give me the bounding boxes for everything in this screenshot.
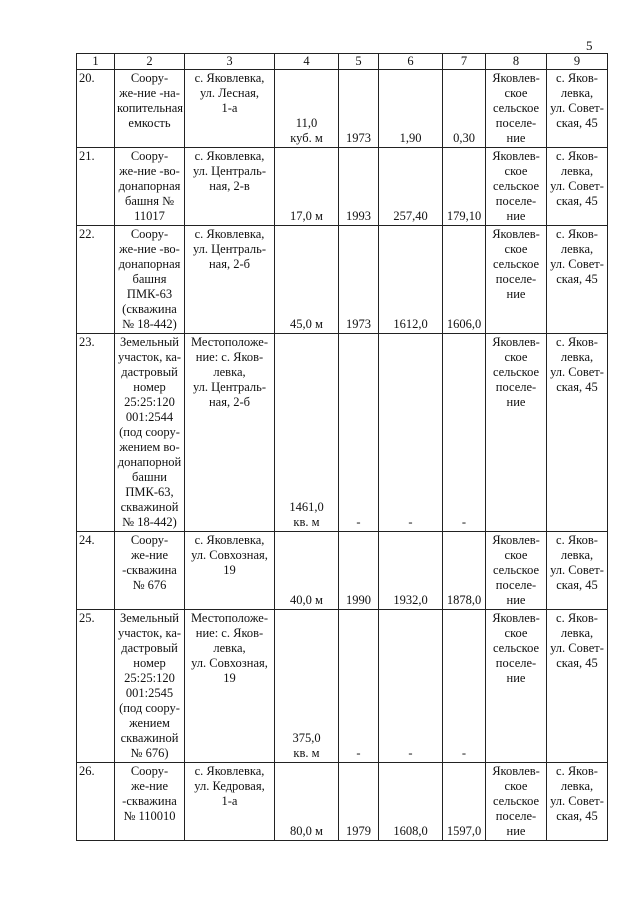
holder-cell [486,148,547,226]
table-body [77,54,608,841]
holder-address-cell [547,610,608,763]
holder-text: Яковлев- ское сельское поселе- ние [492,149,540,223]
object-size-text: 40,0 м [290,593,323,607]
table-row [77,70,608,148]
residual-value-cell [443,226,486,334]
holder-address-text: с. Яков- левка, ул. Совет- ская, 45 [550,149,604,208]
cost-cell [379,763,443,841]
object-name-cell [115,226,185,334]
year-cell [339,334,379,532]
residual-value-text: 0,30 [453,131,475,145]
table-row [77,763,608,841]
residual-value-cell [443,334,486,532]
row-number-cell [77,763,115,841]
object-size-cell [275,334,339,532]
object-size-text: 17,0 м [290,209,323,223]
holder-address-text: с. Яков- левка, ул. Совет- ская, 45 [550,533,604,592]
holder-text: Яковлев- ское сельское поселе- ние [492,611,540,685]
object-size-text: 80,0 м [290,824,323,838]
column-header: 4 [275,54,339,70]
residual-value-text: 1606,0 [446,317,482,331]
holder-cell [486,532,547,610]
object-size-cell [275,70,339,148]
holder-address-text: с. Яков- левка, ул. Совет- ская, 45 [550,71,604,130]
object-size-cell [275,226,339,334]
holder-cell [486,226,547,334]
holder-cell [486,763,547,841]
holder-cell [486,610,547,763]
year-text: 1973 [346,131,371,145]
object-address-cell [185,610,275,763]
residual-value-text: - [461,515,467,529]
object-address-cell [185,334,275,532]
holder-address-text: с. Яков- левка, ул. Совет- ская, 45 [550,227,604,286]
object-name-cell [115,532,185,610]
object-size-cell [275,148,339,226]
holder-text: Яковлев- ское сельское поселе- ние [492,227,540,301]
cost-text: 1608,0 [393,824,428,838]
cost-text: - [408,515,413,529]
row-number-cell [77,610,115,763]
column-header: 5 [339,54,379,70]
table-row [77,334,608,532]
object-name-text: Соору- же-ние -скважина № 110010 [122,764,177,823]
holder-address-cell [547,226,608,334]
cost-cell [379,70,443,148]
object-name-cell [115,610,185,763]
object-address-text: с. Яковлевка, ул. Кедровая, 1-а [194,764,265,808]
row-number-text: 24. [79,533,95,547]
object-name-cell [115,763,185,841]
holder-text: Яковлев- ское сельское поселе- ние [492,533,540,607]
object-name-text: Земельный участок, ка- дастровый номер 25:25:120 001:2545 (под соору- жением скважиной № 676) [117,611,182,760]
residual-value-cell [443,148,486,226]
residual-value-cell [443,70,486,148]
object-name-cell [115,334,185,532]
object-address-cell [185,532,275,610]
object-address-text: с. Яковлевка, ул. Лесная, 1-а [194,71,265,115]
residual-value-text: - [461,746,467,760]
object-address-text: с. Яковлевка, ул. Совхозная, 19 [191,533,268,577]
year-cell [339,763,379,841]
table-row [77,532,608,610]
row-number-text: 21. [79,149,95,163]
cost-cell [379,148,443,226]
residual-value-text: 1878,0 [446,593,482,607]
holder-text: Яковлев- ское сельское поселе- ние [492,335,540,409]
cost-cell [379,610,443,763]
year-cell [339,610,379,763]
cost-cell [379,226,443,334]
row-number-cell [77,226,115,334]
object-size-cell [275,532,339,610]
object-name-text: Соору- же-ние -во- донапорная башня № 11017 [118,149,181,223]
cost-text: - [408,746,413,760]
holder-address-text: с. Яков- левка, ул. Совет- ская, 45 [550,335,604,394]
year-cell [339,226,379,334]
year-text: - [356,746,361,760]
row-number-text: 22. [79,227,95,241]
year-cell [339,70,379,148]
cost-text: 1612,0 [393,317,428,331]
holder-address-cell [547,334,608,532]
column-number-row [77,54,608,70]
column-header: 6 [379,54,443,70]
holder-text: Яковлев- ское сельское поселе- ние [492,71,540,145]
column-header: 2 [115,54,185,70]
column-header: 8 [486,54,547,70]
property-register-table [76,53,608,841]
object-address-text: с. Яковлевка, ул. Централь- ная, 2-б [192,227,267,271]
row-number-cell [77,532,115,610]
object-name-cell [115,70,185,148]
row-number-text: 20. [79,71,95,85]
residual-value-cell [443,763,486,841]
cost-text: 1932,0 [393,593,428,607]
object-address-text: Местоположе- ние: с. Яков- левка, ул. Совхозная, 19 [190,611,269,685]
object-size-text: 1461,0 кв. м [289,500,324,529]
cost-text: 257,40 [393,209,428,223]
year-text: 1990 [346,593,371,607]
residual-value-text: 1597,0 [446,824,482,838]
year-cell [339,148,379,226]
object-address-text: Местоположе- ние: с. Яков- левка, ул. Централь- ная, 2-б [190,335,269,409]
residual-value-cell [443,610,486,763]
holder-address-text: с. Яков- левка, ул. Совет- ская, 45 [550,764,604,823]
year-text: - [356,515,361,529]
residual-value-text: 179,10 [446,209,482,223]
row-number-text: 26. [79,764,95,778]
column-header: 3 [185,54,275,70]
year-text: 1973 [346,317,371,331]
holder-address-cell [547,70,608,148]
object-address-cell [185,226,275,334]
page-number: 5 [586,38,593,53]
holder-cell [486,334,547,532]
object-size-cell [275,610,339,763]
column-header: 9 [547,54,608,70]
object-size-cell [275,763,339,841]
object-address-cell [185,148,275,226]
column-header: 1 [77,54,115,70]
object-name-text: Соору- же-ние -скважина № 676 [122,533,177,592]
row-number-cell [77,70,115,148]
object-address-cell [185,70,275,148]
object-size-text: 11,0 куб. м [290,116,323,145]
object-address-cell [185,763,275,841]
year-text: 1993 [346,209,371,223]
holder-text: Яковлев- ское сельское поселе- ние [492,764,540,838]
cost-cell [379,532,443,610]
table-row [77,610,608,763]
object-name-cell [115,148,185,226]
cost-text: 1,90 [399,131,422,145]
object-size-text: 375,0 кв. м [292,731,321,760]
row-number-text: 25. [79,611,95,625]
column-header: 7 [443,54,486,70]
holder-address-cell [547,763,608,841]
object-size-text: 45,0 м [290,317,323,331]
holder-address-cell [547,532,608,610]
table-row [77,148,608,226]
row-number-text: 23. [79,335,95,349]
cost-cell [379,334,443,532]
object-name-text: Соору- же-ние -во- донапорная башня ПМК-63 (скважина № 18-442) [118,227,181,331]
holder-address-text: с. Яков- левка, ул. Совет- ская, 45 [550,611,604,670]
row-number-cell [77,334,115,532]
object-name-text: Земельный участок, ка- дастровый номер 25:25:120 001:2544 (под соору- жением во- донапорной башни ПМК-63, скважиной № 18-442) [117,335,182,529]
object-name-text: Соору- же-ние -на- копительная емкость [117,71,184,130]
holder-address-cell [547,148,608,226]
row-number-cell [77,148,115,226]
table-row [77,226,608,334]
holder-cell [486,70,547,148]
year-cell [339,532,379,610]
year-text: 1979 [346,824,371,838]
residual-value-cell [443,532,486,610]
object-address-text: с. Яковлевка, ул. Централь- ная, 2-в [192,149,267,193]
